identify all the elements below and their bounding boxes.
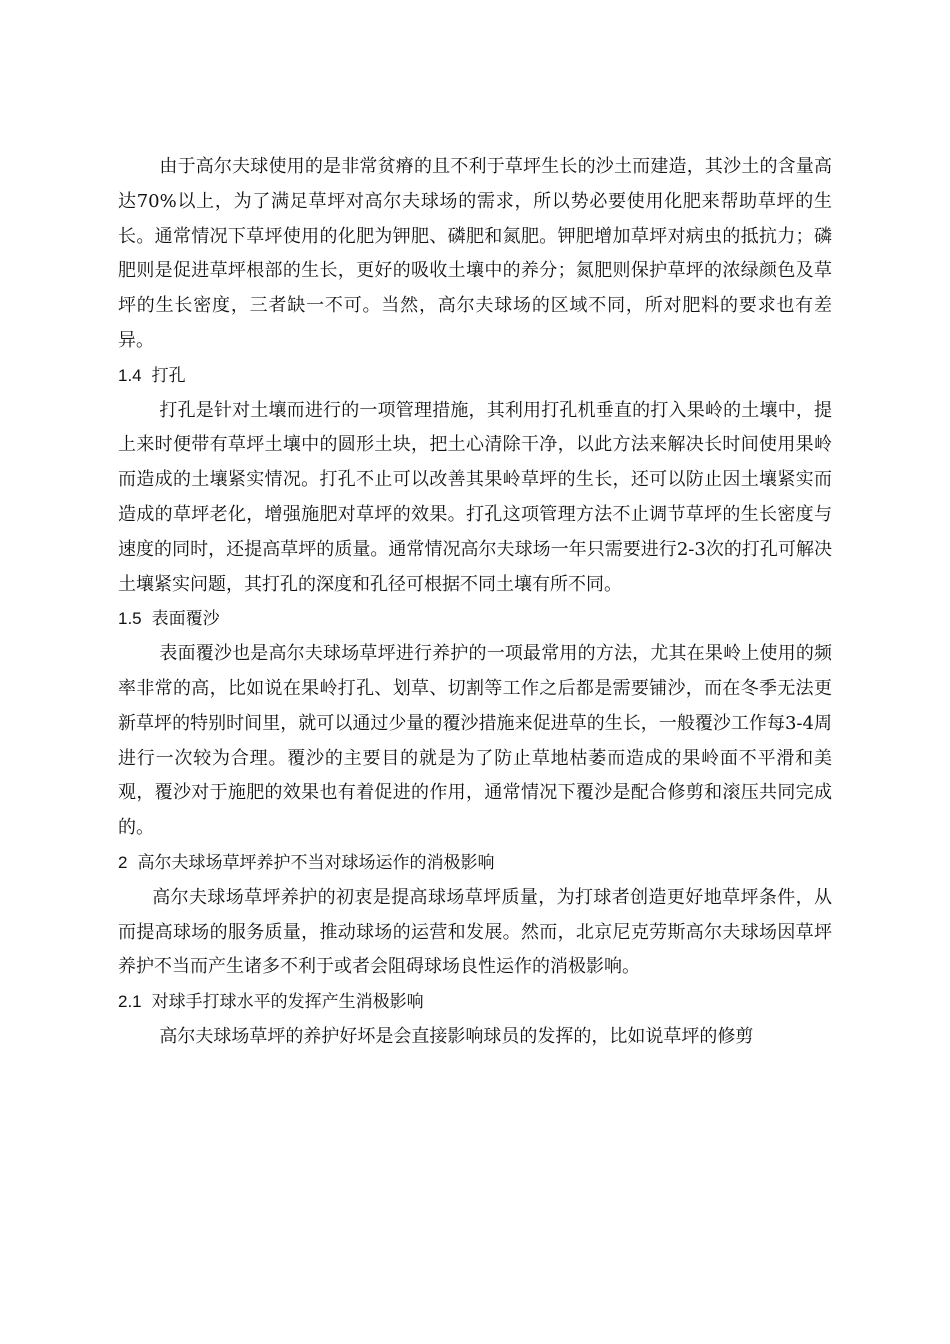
paragraph-negative-impact: 高尔夫球场草坪养护的初衷是提高球场草坪质量，为打球者创造更好地草坪条件，从而提高球场的服务质量，推动球场的运营和发展。然而，北京尼克劳斯高尔夫球场因草坪养护不当而产生诸多不利于或者会阻碍球场良性运作的消极影响。	[118, 886, 832, 978]
heading-1-5	[118, 602, 832, 637]
heading-title: 打孔	[151, 365, 186, 386]
paragraph-player-performance: 高尔夫球场草坪的养护好坏是会直接影响球员的发挥的，比如说草坪的修剪	[159, 1025, 754, 1047]
heading-number: 1.5	[118, 609, 142, 629]
heading-2-1	[118, 985, 832, 1020]
paragraph-topdressing: 表面覆沙也是高尔夫球场草坪进行养护的一项最常用的方法，尤其在果岭上使用的频率非常的高，比如说在果岭打孔、划草、切割等工作之后都是需要铺沙，而在冬季无法更新草坪的特别时间里，就可以通过少量的覆沙措施来促进草的生长，一般覆沙工作每3-4周进行一次较为合理。覆沙的主要目的就是为了防止草地枯萎而造成的果岭面不平滑和美观，覆沙对于施肥的效果也有着促进的作用，通常情况下覆沙是配合修剪和滚压共同完成的。	[118, 643, 832, 839]
document-page	[118, 150, 832, 1055]
heading-1-4	[118, 359, 832, 394]
heading-2	[118, 846, 832, 881]
heading-title: 高尔夫球场草坪养护不当对球场运作的消极影响	[137, 852, 495, 873]
heading-title: 对球手打球水平的发挥产生消极影响	[151, 992, 424, 1013]
heading-number: 2.1	[118, 992, 142, 1012]
heading-title: 表面覆沙	[151, 609, 220, 630]
heading-number: 2	[118, 852, 128, 872]
paragraph-aeration: 打孔是针对土壤而进行的一项管理措施，其利用打孔机垂直的打入果岭的土壤中，提上来时便带有草坪土壤中的圆形土块，把土心清除干净，以此方法来解决长时间使用果岭而造成的土壤紧实情况。打孔不止可以改善其果岭草坪的生长，还可以防止因土壤紧实而造成的草坪老化，增强施肥对草坪的效果。打孔这项管理方法不止调节草坪的生长密度与速度的同时，还提高草坪的质量。通常情况高尔夫球场一年只需要进行2-3次的打孔可解决土壤紧实问题，其打孔的深度和孔径可根据不同土壤有所不同。	[118, 399, 832, 595]
paragraph-fertilizer: 由于高尔夫球使用的是非常贫瘠的且不利于草坪生长的沙土而建造，其沙土的含量高达70%以上，为了满足草坪对高尔夫球场的需求，所以势必要使用化肥来帮助草坪的生长。通常情况下草坪使用的化肥为钾肥、磷肥和氮肥。钾肥增加草坪对病虫的抵抗力；磷肥则是促进草坪根部的生长，更好的吸收土壤中的养分；氮肥则保护草坪的浓绿颜色及草坪的生长密度，三者缺一不可。当然，高尔夫球场的区域不同，所对肥料的要求也有差异。	[118, 156, 832, 351]
heading-number: 1.4	[118, 365, 142, 385]
